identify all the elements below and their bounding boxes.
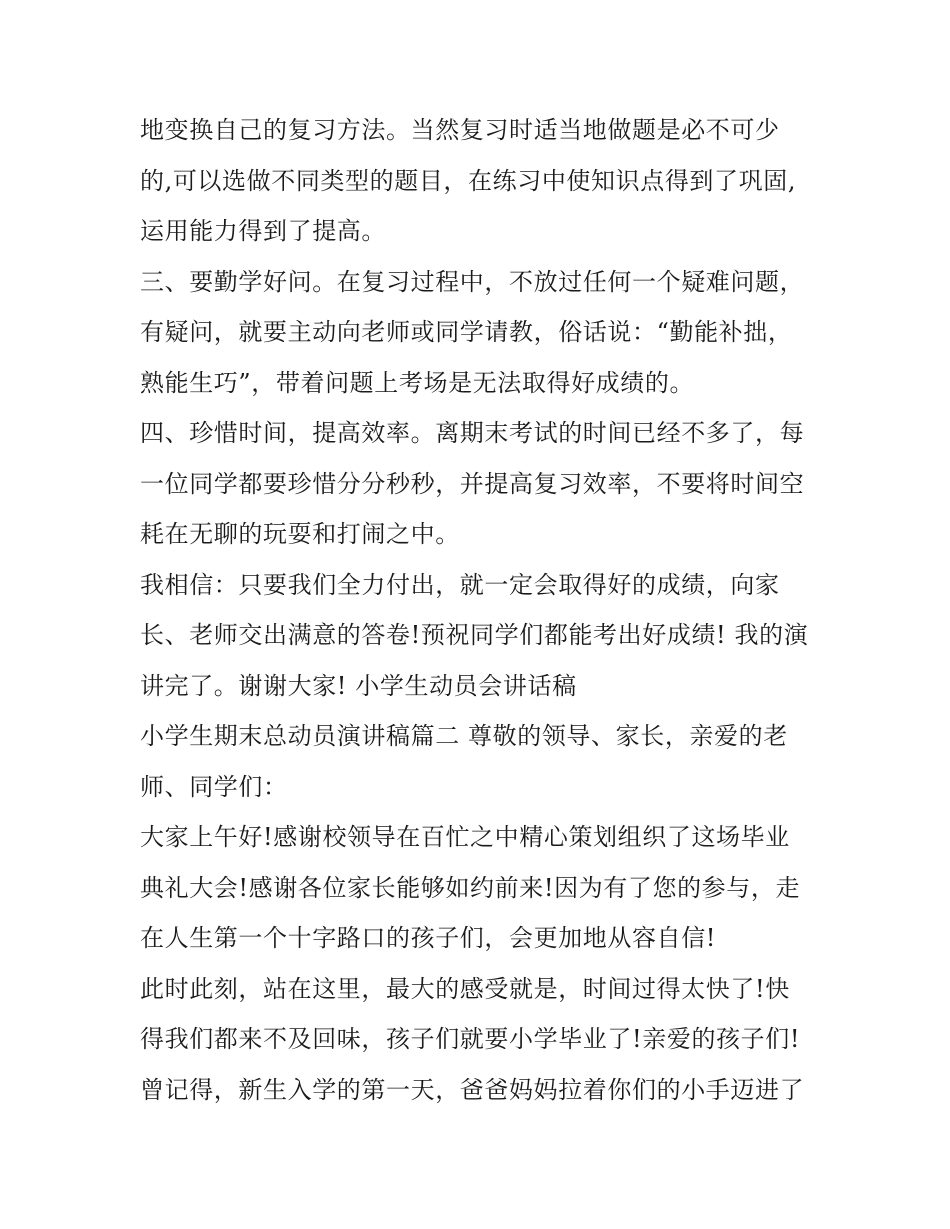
- text-line-19: 得我们都来不及回味，孩子们就要小学毕业了!亲爱的孩子们!: [140, 1025, 801, 1053]
- text-line-20: 曾记得，新生入学的第一天，爸爸妈妈拉着你们的小手迈进了: [140, 1075, 805, 1104]
- text-line-11: 长、老师交出满意的答卷!预祝同学们都能考出好成绩! 我的演: [140, 621, 809, 649]
- text-line-5: 有疑问，就要主动向老师或同学请教，俗话说：“勤能补拙，: [140, 318, 793, 346]
- text-line-17: 在人生第一个十字路口的孩子们，会更加地从容自信!: [140, 924, 717, 952]
- text-line-12: 讲完了。谢谢大家! 小学生动员会讲话稿: [140, 671, 577, 700]
- text-line-4: 三、要勤学好问。在复习过程中，不放过任何一个疑难问题，: [140, 267, 805, 296]
- text-line-7: 四、珍惜时间，提高效率。离期末考试的时间已经不多了，每: [140, 419, 805, 447]
- text-line-1: 地变换自己的复习方法。当然复习时适当地做题是必不可少: [140, 116, 780, 144]
- text-line-14: 师、同学们：: [140, 772, 288, 801]
- text-line-8: 一位同学都要珍惜分分秒秒，并提高复习效率，不要将时间空: [140, 469, 805, 498]
- text-line-10: 我相信：只要我们全力付出，就一定会取得好的成绩，向家: [140, 570, 780, 599]
- document-body: [140, 105, 820, 1115]
- text-line-13: 小学生期末总动员演讲稿篇二 尊敬的领导、家长，亲爱的老: [140, 722, 788, 750]
- text-line-3: 运用能力得到了提高。: [140, 217, 386, 245]
- text-line-16: 典礼大会!感谢各位家长能够如约前来!因为有了您的参与，走: [140, 873, 801, 902]
- text-line-2: 的,可以选做不同类型的题目，在练习中使知识点得到了巩固,: [140, 166, 797, 195]
- text-line-6: 熟能生巧”，带着问题上考场是无法取得好成绩的。: [140, 368, 695, 397]
- text-line-9: 耗在无聊的玩耍和打闹之中。: [140, 520, 460, 548]
- text-line-15: 大家上午好!感谢校领导在百忙之中精心策划组织了这场毕业: [140, 823, 790, 851]
- text-line-18: 此时此刻，站在这里，最大的感受就是，时间过得太快了!快: [140, 974, 790, 1003]
